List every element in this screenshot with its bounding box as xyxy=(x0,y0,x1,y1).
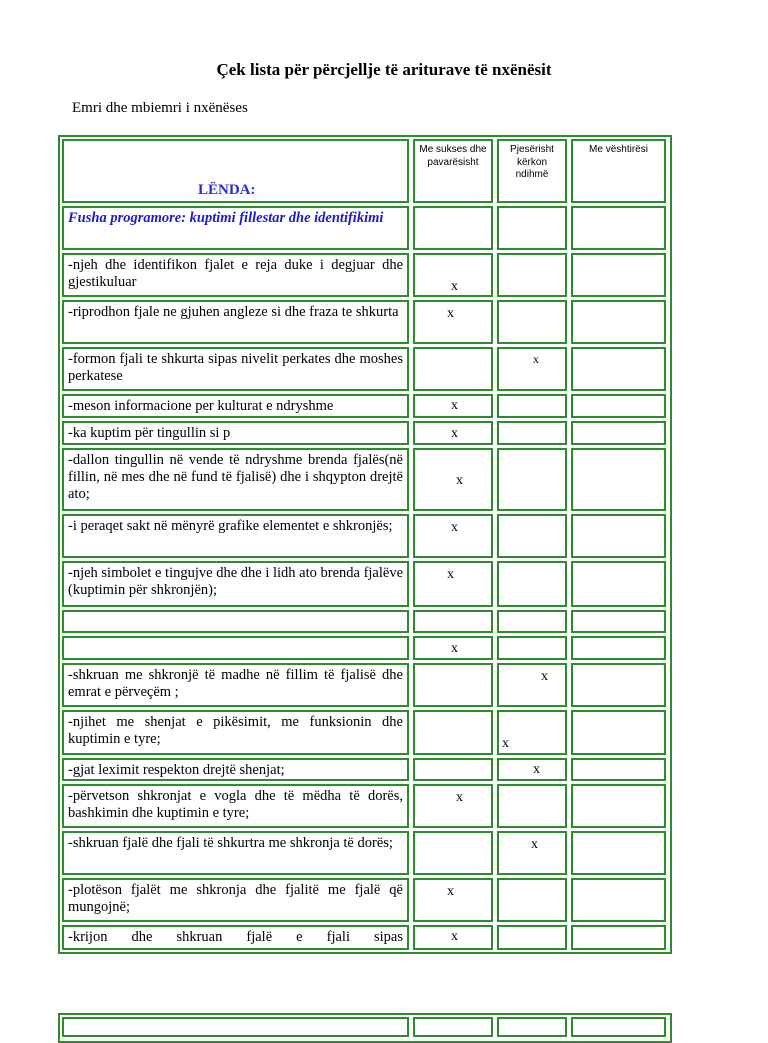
row-text xyxy=(64,638,407,640)
table-row xyxy=(62,878,409,922)
table-row xyxy=(62,784,409,828)
column-header-partial xyxy=(497,139,567,203)
mark-cell xyxy=(571,253,666,297)
mark-cell xyxy=(413,253,493,297)
check-mark: x xyxy=(451,520,458,535)
mark-cell xyxy=(571,394,666,418)
mark-cell xyxy=(413,394,493,418)
mark-cell xyxy=(571,206,666,250)
mark-cell xyxy=(413,300,493,344)
table-row xyxy=(62,347,409,391)
mark-cell xyxy=(497,421,567,445)
mark-cell xyxy=(497,448,567,511)
mark-cell xyxy=(413,206,493,250)
mark-cell xyxy=(413,514,493,558)
mark-cell xyxy=(497,831,567,875)
mark-cell xyxy=(571,1017,666,1037)
table-row xyxy=(62,831,409,875)
check-mark: x xyxy=(502,736,509,751)
mark-cell xyxy=(497,610,567,633)
mark-cell xyxy=(497,253,567,297)
check-mark: x xyxy=(447,306,454,321)
mark-cell xyxy=(571,636,666,660)
mark-cell xyxy=(413,1017,493,1037)
mark-cell xyxy=(497,878,567,922)
row-text: -plotëson fjalët me shkronja dhe fjalitë me fjalë që mungojnë; xyxy=(68,882,403,916)
mark-cell xyxy=(497,663,567,707)
mark-cell xyxy=(413,784,493,828)
check-mark: x xyxy=(451,398,458,413)
mark-cell xyxy=(571,300,666,344)
table-row xyxy=(62,561,409,607)
mark-cell xyxy=(413,710,493,755)
column-header-difficulty xyxy=(571,139,666,203)
mark-cell xyxy=(497,710,567,755)
mark-cell xyxy=(571,421,666,445)
mark-cell xyxy=(413,925,493,950)
column-header-label: Pjesërisht kërkon ndihmë xyxy=(510,144,554,180)
table-row xyxy=(62,610,409,633)
mark-cell xyxy=(497,300,567,344)
mark-cell xyxy=(413,831,493,875)
mark-cell xyxy=(571,831,666,875)
mark-cell xyxy=(497,925,567,950)
field-cell xyxy=(62,206,409,250)
check-mark: x xyxy=(451,279,458,294)
subject-label: LËNDA: xyxy=(198,182,256,198)
table-row xyxy=(62,925,409,950)
row-text: -njeh simbolet e tingujve dhe dhe i lidh ato brenda fjalëve (kuptimin për shkronjën); xyxy=(68,565,404,599)
check-mark: x xyxy=(447,567,454,582)
row-text: -njeh dhe identifikon fjalet e reja duke i degjuar dhe gjestikuluar xyxy=(68,257,403,291)
mark-cell xyxy=(571,347,666,391)
mark-cell xyxy=(571,710,666,755)
mark-cell xyxy=(413,347,493,391)
mark-cell xyxy=(571,514,666,558)
row-text: -meson informacione per kulturat e ndryshme xyxy=(68,398,334,414)
table-row xyxy=(62,636,409,660)
check-mark: x xyxy=(456,473,463,488)
table-row xyxy=(62,663,409,707)
mark-cell xyxy=(497,636,567,660)
check-mark: x xyxy=(531,837,538,852)
mark-cell xyxy=(497,206,567,250)
row-text: -njihet me shenjat e pikësimit, me funksionin dhe kuptimin e tyre; xyxy=(68,714,403,748)
mark-cell xyxy=(497,394,567,418)
mark-cell xyxy=(571,784,666,828)
check-mark: x xyxy=(451,641,458,656)
mark-cell xyxy=(413,636,493,660)
mark-cell xyxy=(497,347,567,391)
mark-cell xyxy=(497,784,567,828)
table-row xyxy=(62,300,409,344)
row-text: -riprodhon fjale ne gjuhen angleze si dhe fraza te shkurta xyxy=(68,304,399,320)
column-header-label: Me vështirësi xyxy=(589,144,648,155)
mark-cell xyxy=(571,663,666,707)
mark-cell xyxy=(413,878,493,922)
check-mark: x xyxy=(533,762,540,777)
mark-cell xyxy=(62,1017,409,1037)
row-text: -shkruan fjalë dhe fjali të shkurtra me shkronja të dorës; xyxy=(68,835,393,851)
subject-header-cell xyxy=(62,139,409,203)
table-row xyxy=(62,514,409,558)
row-text: -dallon tingullin në vende të ndryshme brenda fjalës(në fillin, në mes dhe në fund të fjalisë) dhe i shqypton drejtë ato; xyxy=(68,452,403,503)
mark-cell xyxy=(571,758,666,781)
mark-cell xyxy=(571,448,666,511)
table-row xyxy=(62,758,409,781)
field-title: Fusha programore: kuptimi fillestar dhe identifikimi xyxy=(68,210,384,226)
check-mark: x xyxy=(451,426,458,441)
mark-cell xyxy=(497,561,567,607)
row-text: -gjat leximit respekton drejtë shenjat; xyxy=(68,762,285,778)
row-text: -i peraqet sakt në mënyrë grafike elementet e shkronjës; xyxy=(68,518,393,534)
row-text: -përvetson shkronjat e vogla dhe të mëdha të dorës, bashkimin dhe kuptimin e tyre; xyxy=(68,788,403,822)
table-row xyxy=(62,710,409,755)
check-mark: x xyxy=(541,669,548,684)
row-text: -formon fjali te shkurta sipas nivelit perkates dhe moshes perkatese xyxy=(68,351,403,385)
table-row xyxy=(62,253,409,297)
check-mark: x xyxy=(447,884,454,899)
table-row xyxy=(62,448,409,511)
row-text xyxy=(64,612,407,614)
mark-cell xyxy=(497,514,567,558)
column-header-label: Me sukses dhe pavarësisht xyxy=(419,144,487,168)
table-row xyxy=(62,421,409,445)
check-mark: x xyxy=(456,790,463,805)
mark-cell xyxy=(413,663,493,707)
table-row xyxy=(62,394,409,418)
check-mark: x xyxy=(451,929,458,944)
mark-cell xyxy=(571,925,666,950)
student-name-label: Emri dhe mbiemri i nxënëses xyxy=(72,100,248,116)
mark-cell xyxy=(413,421,493,445)
mark-cell xyxy=(571,561,666,607)
row-text: -krijon dhe shkruan fjalë e fjali sipas xyxy=(68,929,403,945)
mark-cell xyxy=(413,561,493,607)
row-text: -shkruan me shkronjë të madhe në fillim të fjalisë dhe emrat e përveçëm ; xyxy=(68,667,403,701)
mark-cell xyxy=(571,878,666,922)
column-header-success xyxy=(413,139,493,203)
mark-cell xyxy=(413,610,493,633)
mark-cell xyxy=(413,758,493,781)
mark-cell xyxy=(497,1017,567,1037)
check-mark: x xyxy=(533,352,539,366)
document-title: Çek lista për përcjellje të ariturave të nxënësit xyxy=(216,60,552,79)
mark-cell xyxy=(571,610,666,633)
mark-cell xyxy=(497,758,567,781)
mark-cell xyxy=(413,448,493,511)
row-text: -ka kuptim për tingullin si p xyxy=(68,425,231,441)
